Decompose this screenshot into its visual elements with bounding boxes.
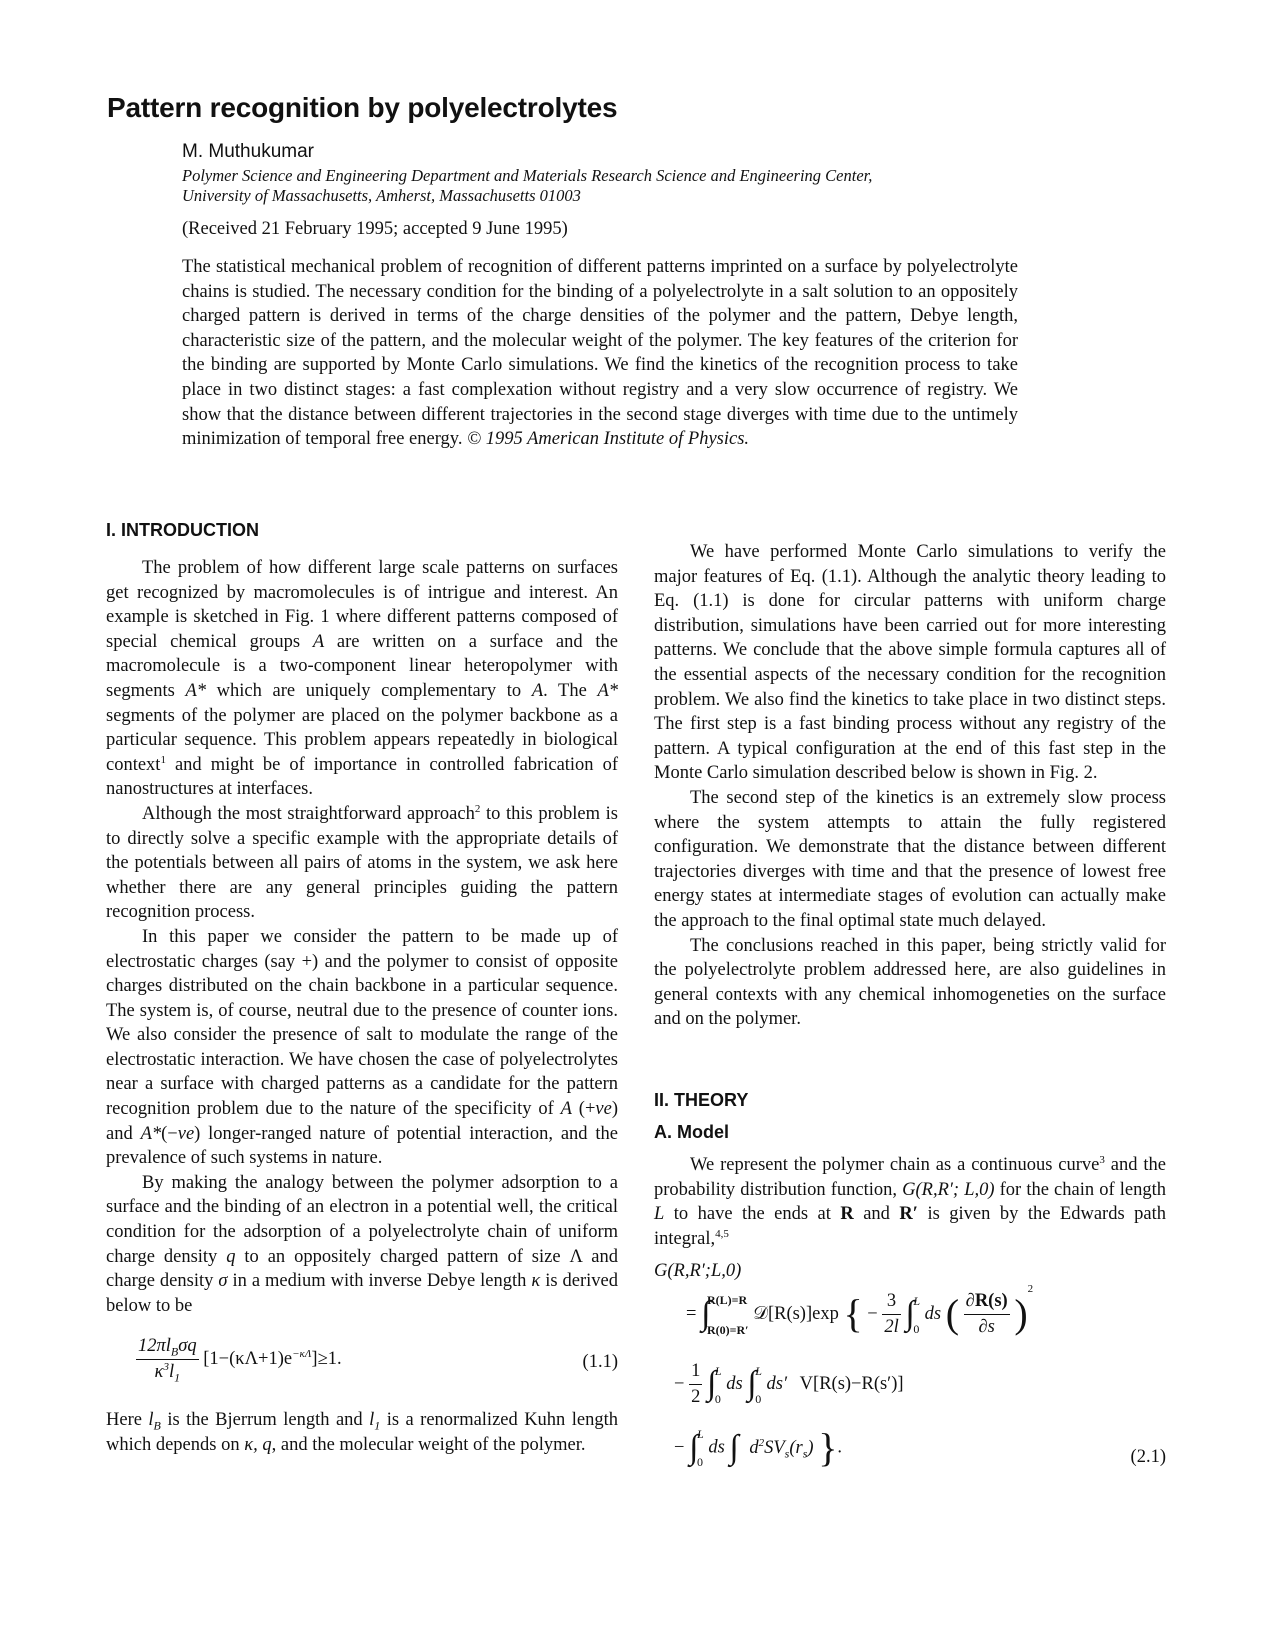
section-heading-theory: II. THEORY [654,1089,749,1110]
right-column [654,540,1166,1509]
reference-3[interactable]: 3 [1099,1153,1105,1166]
intro-paragraph-1: The problem of how different large scale patterns on surfaces get recognized by macromolecules is of intrigue and interest. An example is sketched in Fig. 1 where different patterns composed of special chemical groups A are written on a surface and the macromolecule is a two-component linear heteropolymer with segments A* which are uniquely complementary to A. The A* segments of the polymer are placed on the polymer backbone as a particular sequence. This problem appears repeatedly in biological context$^1$ and might be of importance in controlled fabrication of nanostructures at interfaces. [106,558,618,800]
equation-2-1: G(R,R′;L,0) = ∫ R(L)=R R(0)=R′ 𝒟[R(s)]exp { − $\frac{3}{2l}$ ∫ L 0 ds ( $\frac{\partial R(s)}{\partial s}$ )$^2$ − $\frac{1}{2}$ ∫ L 0 ds ∫ L 0 ds′ V[R(s)−R(s′)] − ∫ L 0 ds ∫ $d^2SV_s(r_s)$ }. (2.1) [654,1261,1166,1471]
left-column [106,520,619,1458]
affiliation [182,166,1042,206]
equation-lhs: G(R,R′;L,0) [654,1261,742,1282]
reference-2[interactable]: 2 [474,802,481,815]
abstract-text: The statistical mechanical problem of recognition of different patterns imprinted on a surface by polyelectrolyte chains is studied. The necessary condition for the binding of a polyelectrolyte in a salt solution to an oppositely charged pattern is derived in terms of the charge densities of the polymer and the pattern, Debye length, characteristic size of the pattern, and the molecular weight of the polymer. The key features of the criterion for the binding are supported by Monte Carlo simulations. We find the kinetics of the recognition process to take place in two distinct stages: a fast complexation without registry and a very slow occurrence of registry. We show that the distance between different trajectories in the second stage diverges with time due to the untimely minimization of temporal free energy. [182,257,1018,450]
intro-paragraph-3: In this paper we consider the pattern to be made up of electrostatic charges (say +) and the polymer to consist of opposite charges distributed on the chain backbone in a particular sequence. The system is, of course, neutral due to the presence of counter ions. We also consider the presence of salt to modulate the range of the electrostatic interaction. We have chosen the case of polyelectrolytes near a surface with charged patterns as a candidate for the pattern recognition problem due to the nature of the specificity of A (+ve) and A*(−ve) longer-ranged nature of potential interaction, and the prevalence of such systems in nature. [106,926,619,1169]
intro-paragraph-2: Although the most straightforward approach$^2$ to this problem is to directly solve a specific example with the appropriate details of the potentials between all pairs of atoms in the system, we ask here whether there are any general principles guiding the pattern recognition process. [106,802,618,923]
reference-1[interactable]: 1 [160,753,166,766]
affiliation-line-1: Polymer Science and Engineering Department and Materials Research Science and Engineering Center, [182,166,873,185]
right-paragraph-3: The conclusions reached in this paper, being strictly valid for the polyelectrolyte problem addressed here, are also guidelines in general contexts with any chemical inhomogeneties on the surface and on the polymer. [654,935,1166,1030]
equation-number-2-1: (2.1) [1130,1447,1166,1468]
equation-1-1: $\frac{12\pi l_B\sigma q}{\kappa^3l_1}$ $[1-(\kappa\Lambda+1)e^{-\kappa\Lambda}]\ge 1$. (1.1) [138,1336,618,1385]
right-paragraph-1: We have performed Monte Carlo simulations to verify the major features of Eq. (1.1). Although the analytic theory leading to Eq. (1.1) is done for circular patterns with uniform charge distribution, simulations have been carried out for more interesting patterns. We conclude that the above simple formula captures all of the essential aspects of the necessary condition for the recognition problem. We also find the kinetics to take place in two distinct steps. The first step is a fast binding process without any registry of the pattern. A typical configuration at the end of this fast step in the Monte Carlo simulation described below is shown in Fig. 2. [654,542,1166,784]
paper-title: Pattern recognition by polyelectrolytes [107,92,618,123]
right-paragraph-2: The second step of the kinetics is an extremely slow process where the system attempts to attain the fully registered configuration. We demonstrate that the distance between different trajectories diverges with time and that the presence of lowest free energy states at intermediate stages of evolution can actually make the approach to the final optimal state much delayed. [654,787,1166,931]
intro-paragraph-4: By making the analogy between the polymer adsorption to a surface and the binding of an electron in a potential well, the critical condition for the adsorption of a polyelectrolyte chain of uniform charge density q to an oppositely charged pattern of size Λ and charge density σ in a medium with inverse Debye length κ is derived below to be [106,1172,619,1316]
equation-number-1-1: (1.1) [582,1352,618,1373]
section-heading-introduction: I. INTRODUCTION [106,520,259,540]
intro-paragraph-5: Here $l_B$ is the Bjerrum length and $l_1$ is a renormalized Kuhn length which depends on κ, q, and the molecular weight of the polymer. [106,1410,618,1455]
model-paragraph: We represent the polymer chain as a continuous curve$^3$ and the probability distribution function, G(R,R′; L,0) for the chain of length L to have the ends at R and R′ is given by the Edwards path integral,$^{4,5}$ [654,1153,1166,1249]
abstract [182,255,1018,452]
received-dates: (Received 21 February 1995; accepted 9 June 1995) [182,219,568,239]
copyright-notice: © 1995 American Institute of Physics. [467,429,750,450]
affiliation-line-2: University of Massachusetts, Amherst, Massachusetts 01003 [182,186,581,205]
author-name: M. Muthukumar [182,141,314,162]
reference-4-5[interactable]: 4,5 [715,1227,729,1240]
subsection-heading-model: A. Model [654,1122,729,1143]
